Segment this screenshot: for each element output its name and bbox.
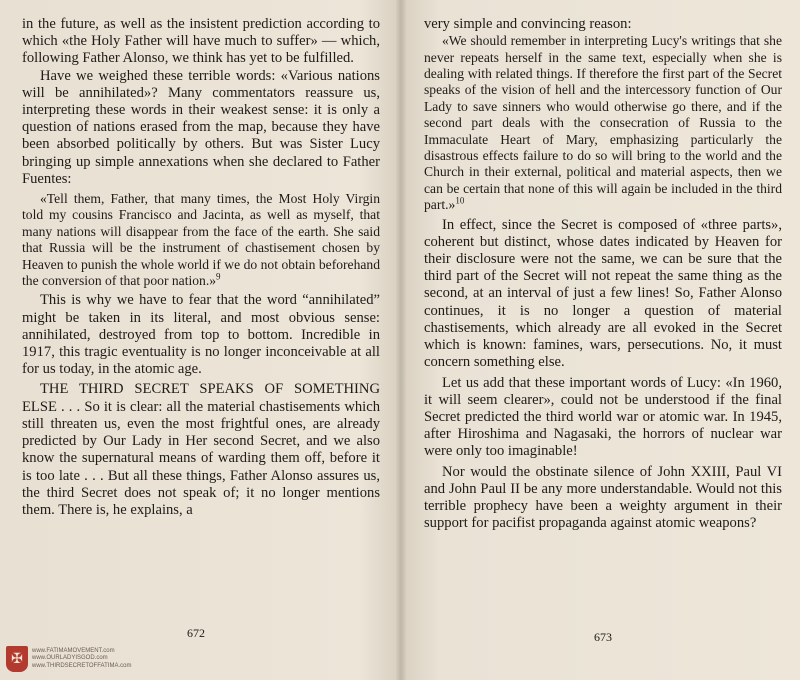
watermark-footer [6,646,206,672]
watermark-url: www.OURLADYISGOD.com [32,655,108,662]
left-page-text [22,16,380,519]
paragraph: Let us add that these important words of Lucy: «In 1960, it will seem clearer», could not be understood if the final Secret predicted the third world war or atomic war. In 1945, after Hiroshima and Nagasaki, the horrors of nuclear war were only too imaginable! [424,374,782,460]
quote-paragraph [22,191,380,289]
paragraph: in the future, as well as the insistent prediction according to which «the Holy Father will have much to suffer» — which, following Father Alonso, we think has yet to be fulfilled. [22,16,380,67]
watermark-urls [32,648,131,671]
right-page-text [424,16,782,532]
footnote-marker: 10 [455,195,465,206]
paragraph: Nor would the obstinate silence of John XXIII, Paul VI and John Paul II be any more understandable. Would not this terrible prophecy have been a weighty argument in their support for pacifist propaganda against atomic weapons? [424,463,782,532]
quote-text: «Tell them, Father, that many times, the Most Holy Virgin told my cousins Francisco and Jacinta, as well as myself, that many nations will disappear from the face of the earth. She said that Russia will be the instrument of chastisement chosen by Heaven to punish the whole world if we do not obtain beforehand the conversion of that poor nation.» [22,191,380,289]
watermark-url: www.THIRDSECRETOFFATIMA.com [32,662,132,669]
paragraph: THE THIRD SECRET SPEAKS OF SOMETHING ELSE . . . So it is clear: all the material chastisements which still threaten us, even the most frightful ones, are already predicted by Our Lady in Her second Secret, and we also know the supernatural means of warding them off, before it is too late . . . But all these things, Father Alonso assures us, the third Secret does not speak of; it no longer mentions them. There is, he explains, a [22,381,380,518]
paragraph: This is why we have to fear that the word “annihilated” might be taken in its literal, and most obvious sense: annihilated, destroyed from top to bottom. Incredible in 1917, this tragic eventuality is no longer inconceivable at all for us today, in the atomic age. [22,292,380,378]
page-number: 672 [187,626,205,640]
quote-text: «We should remember in interpreting Lucy's writings that she never repeats herself in the same text, especially when she is dealing with related things. If therefore the first part of the Secret speaks of the vision of hell and the intercessory function of Our Lady to save sinners who would otherwise go there, and if the second part deals with the consecration of Russia to the Immaculate Heart of Mary, emphasizing particularly the disastrous effects failure to do so will bring to the world and the Church in their external, political and material aspects, then we can be certain that none of this will again be included in the third part.» [424,33,782,213]
shield-emblem-icon: ✠ [6,646,28,672]
paragraph: very simple and convincing reason: [424,16,632,32]
watermark-url: www.FATIMAMOVEMENT.com [32,647,115,654]
left-page [22,16,380,519]
paragraph: Have we weighed these terrible words: «Various nations will be annihilated»? Many commentators reassure us, interpreting these words in their weakest sense: it is only a question of nations erased from the map, because they have been absorbed politically by others. But was Sister Lucy bringing up simple annexations when she declared to Father Fuentes: [22,67,380,187]
quote-paragraph [424,33,782,213]
page-number: 673 [594,630,612,644]
paragraph: In effect, since the Secret is composed of «three parts», coherent but distinct, whose dates indicated by Heaven for their disclosure were not the same, we can be sure that the third part of the Secret will not repeat the same thing as the second, at an interval of just a few lines! So, Father Alonso continues, it is no longer a question of material chastisements, which already are all evoked in the Secret which is known: famines, wars, persecutions. No, it must concern something else. [424,216,782,371]
right-page [424,16,782,532]
footnote-marker: 9 [216,271,221,282]
book-gutter [396,0,406,680]
